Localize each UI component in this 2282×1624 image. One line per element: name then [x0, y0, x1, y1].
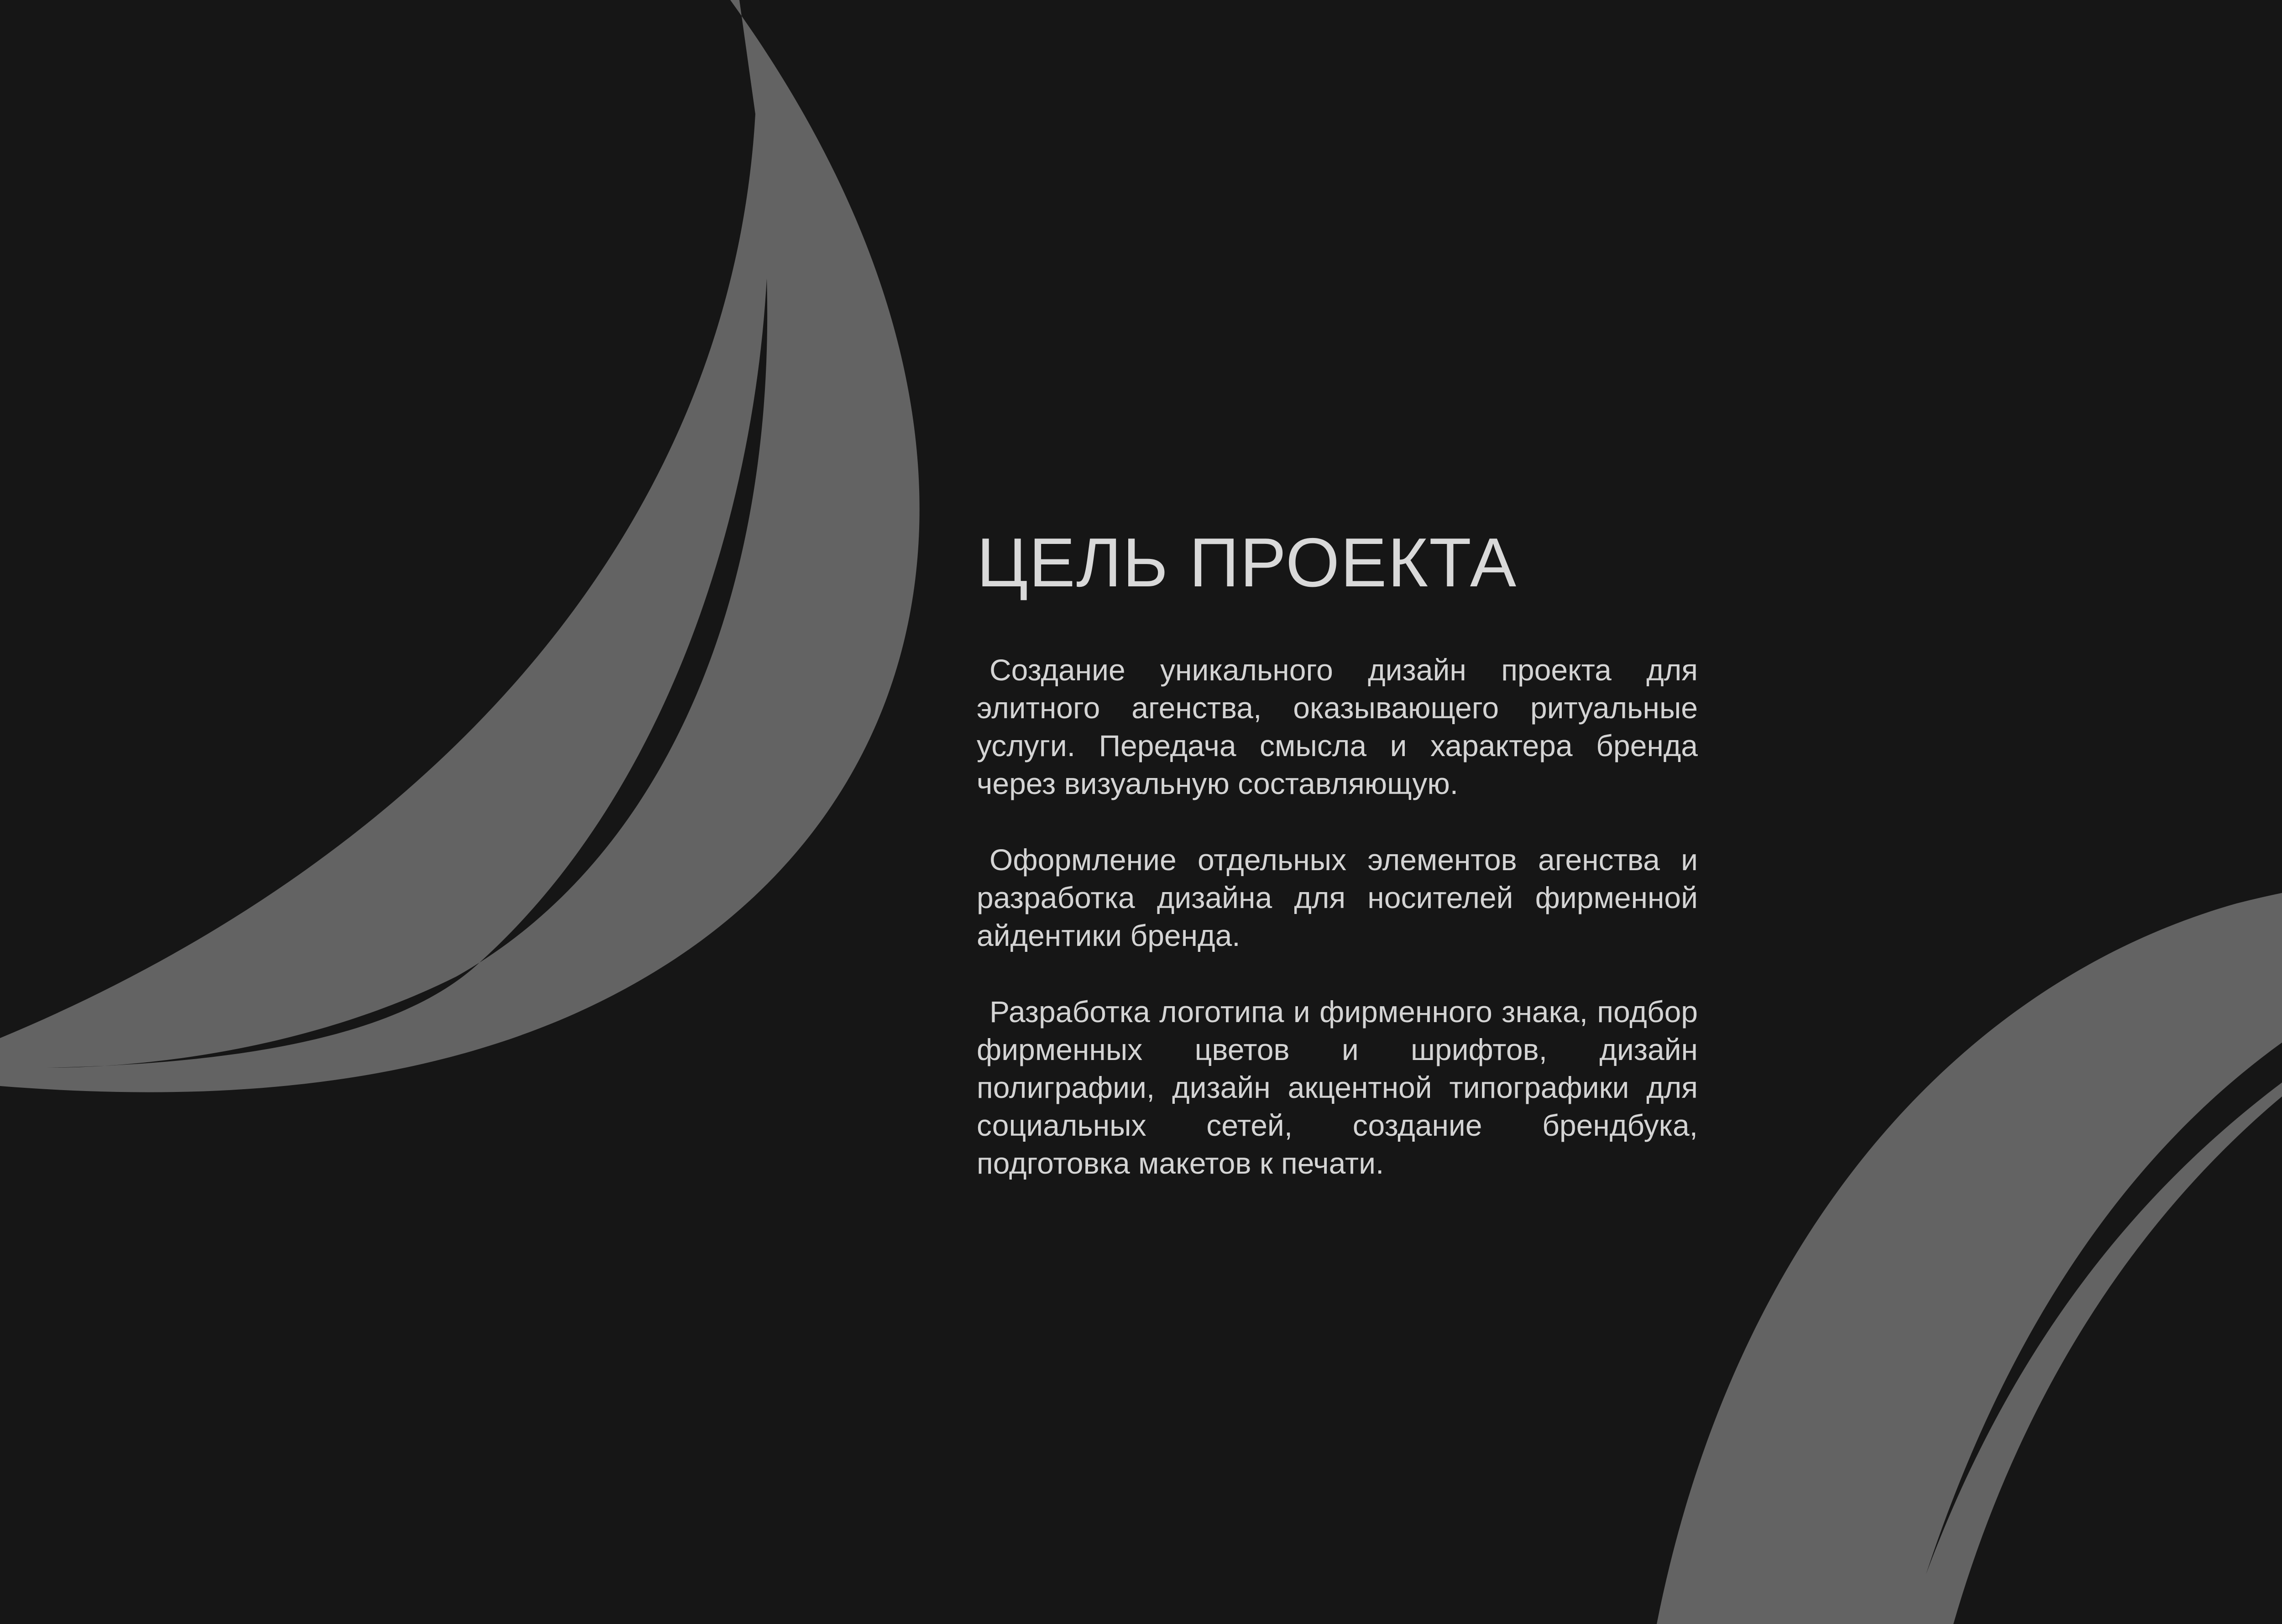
- paragraph-1: Создание уникального дизайн проекта для элитного агенства, оказывающего ритуальные услуги. Передача смысла и характера бренда через визуальную составляющую.: [977, 653, 1698, 801]
- bottom-right-crescent-shape: [1657, 872, 2282, 1624]
- section-title: ЦЕЛЬ ПРОЕКТА: [977, 524, 1518, 601]
- paragraph-3: Разработка логотипа и фирменного знака, подбор фирменных цветов и шрифтов, дизайн полиграфии, дизайн акцентной типографики для социальных сетей, создание брендбука, подготовка макетов к печати.: [977, 995, 1698, 1180]
- paragraph-2: Оформление отдельных элементов агенства и разработка дизайна для носителей фирменной айдентики бренда.: [977, 843, 1698, 953]
- project-goal-section: [977, 525, 1698, 1221]
- top-left-crescent-shape: [0, 0, 920, 1092]
